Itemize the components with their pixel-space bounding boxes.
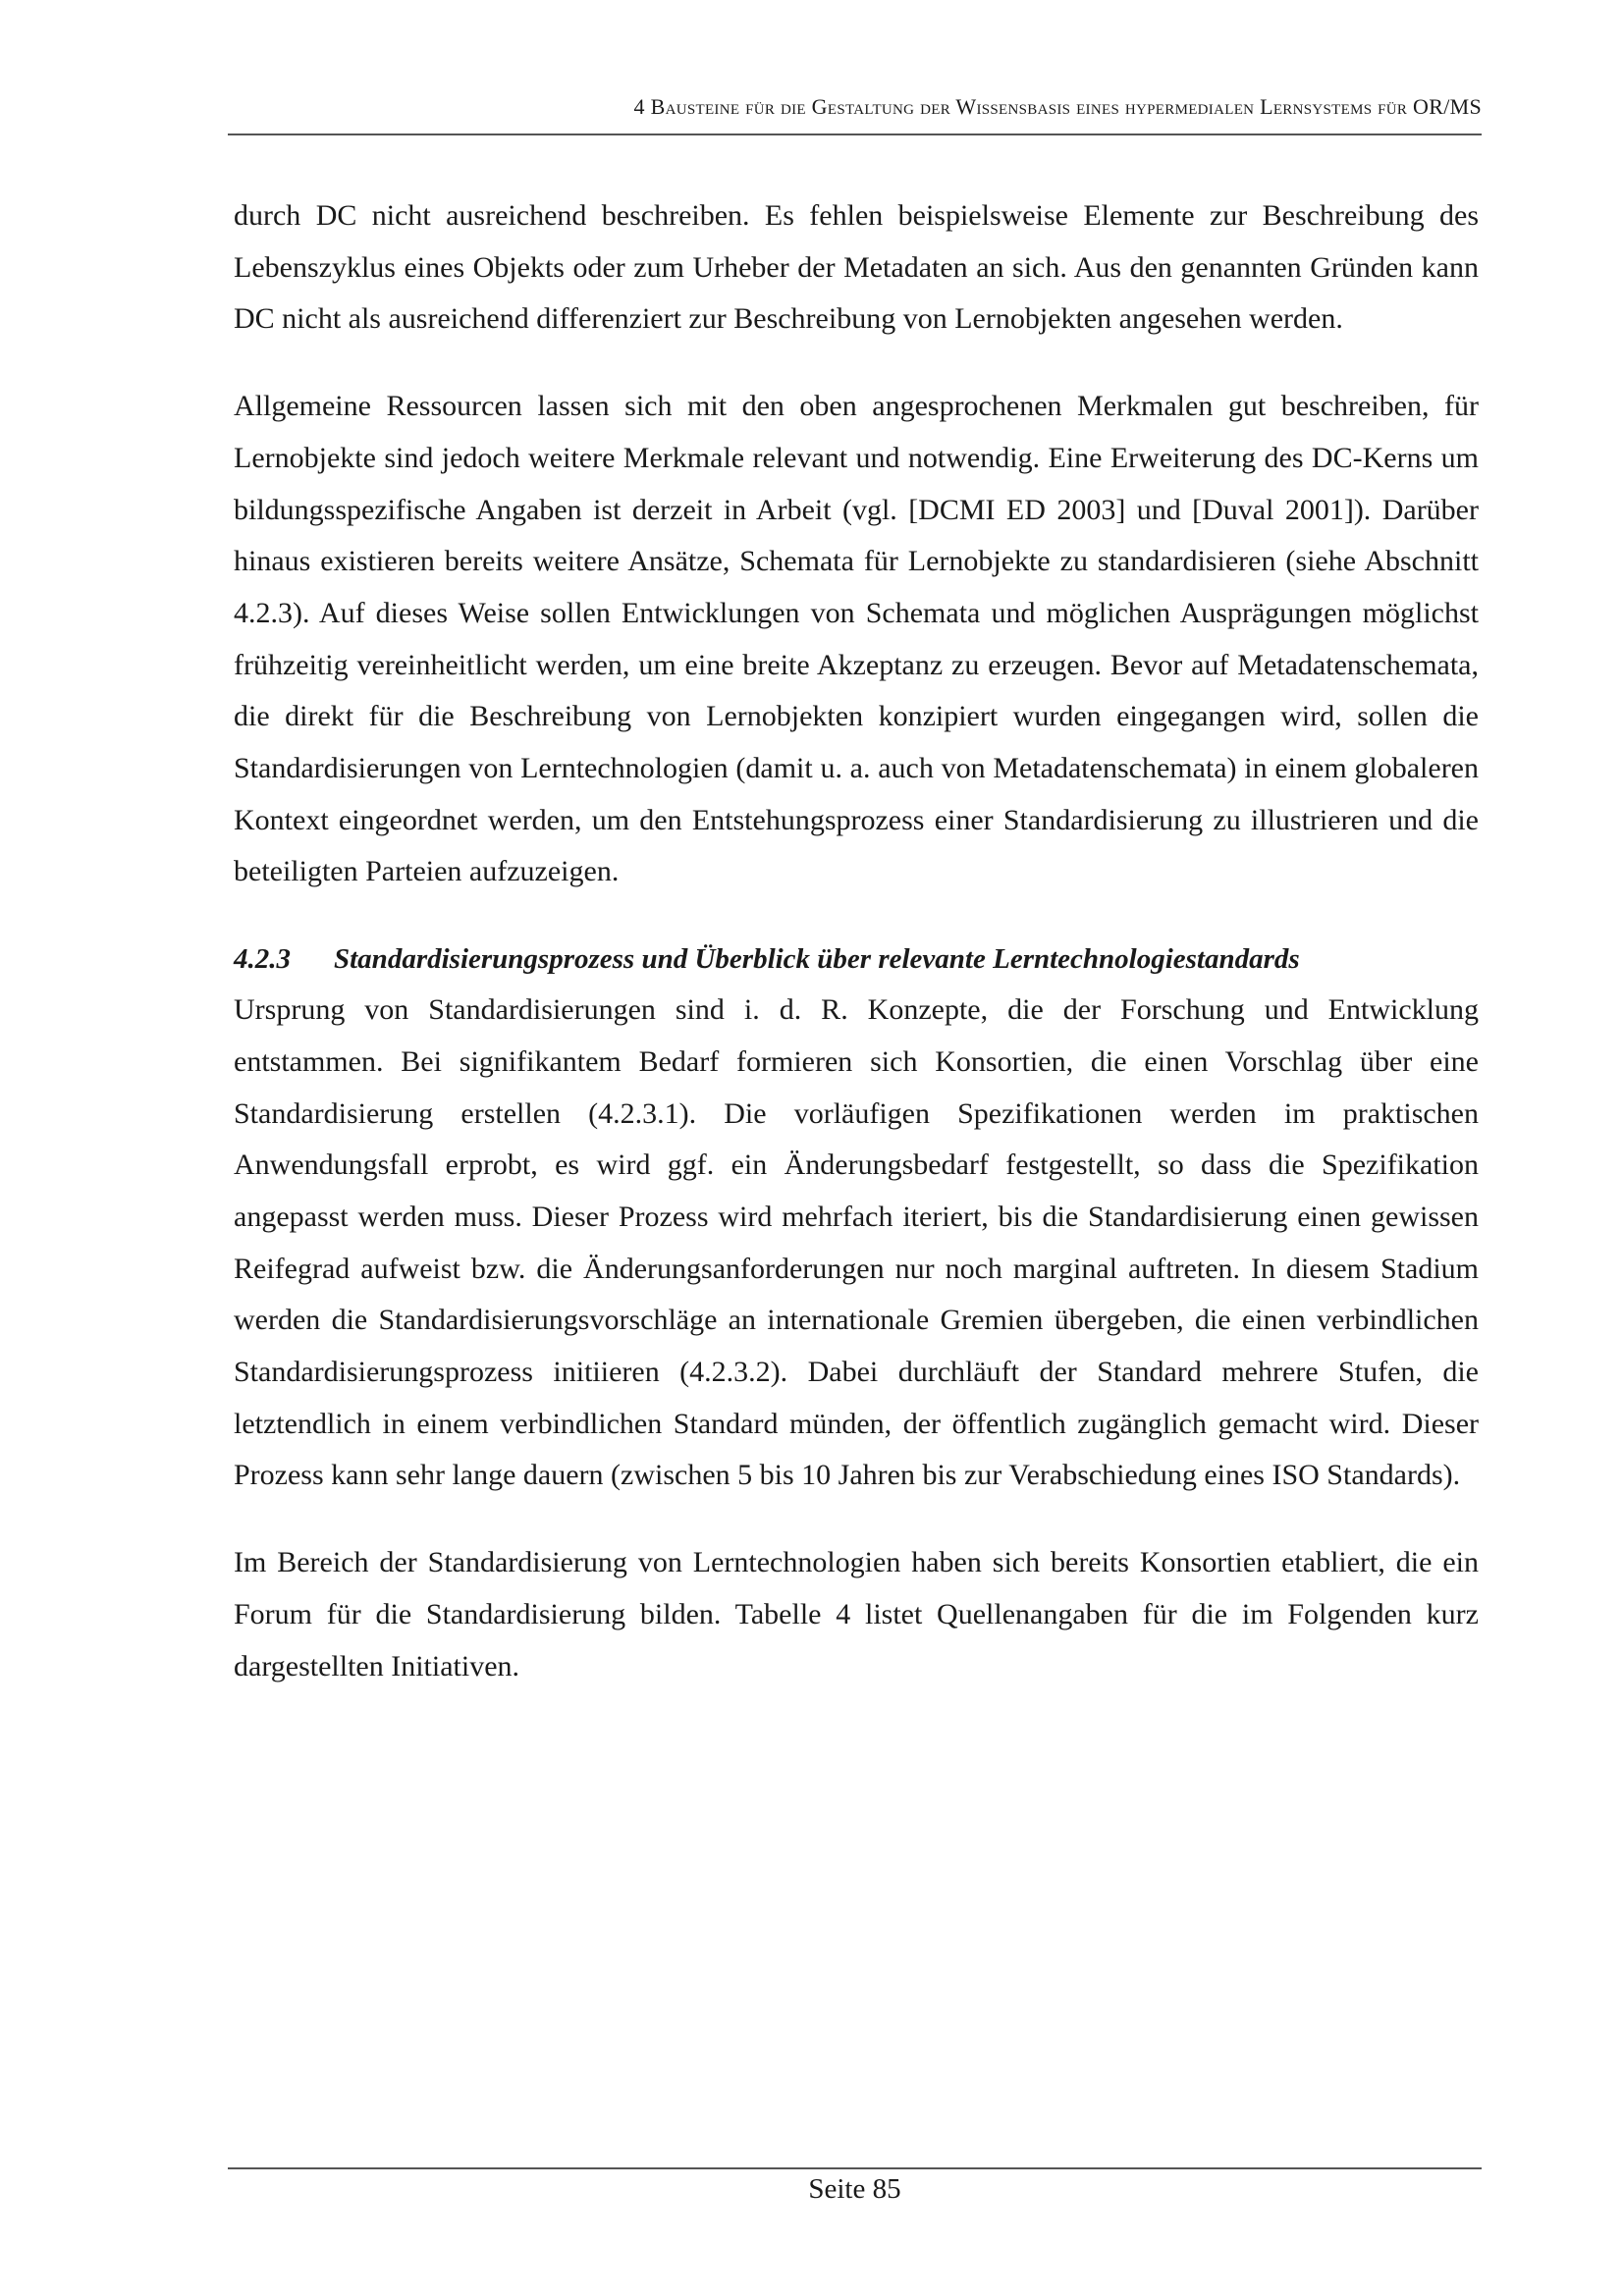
paragraph-spacer <box>234 346 1479 381</box>
paragraph-spacer <box>234 898 1479 934</box>
paragraph-spacer <box>234 1502 1479 1537</box>
running-header: 4 Bausteine für die Gestaltung der Wissensbasis eines hypermedialen Lernsystems für OR/MS <box>633 94 1482 119</box>
paragraph-4: Im Bereich der Standardisierung von Lerntechnologien haben sich bereits Konsortien etabliert, die ein Forum für die Standardisierung bilden. Tabelle 4 listet Quellenangaben für die im Folgenden kurz dargestellten Initiativen. <box>234 1546 1479 1682</box>
section-heading <box>234 934 1479 985</box>
paragraph-3: Ursprung von Standardisierungen sind i. d. R. Konzepte, die der Forschung und Entwicklung entstammen. Bei signifikantem Bedarf formieren sich Konsortien, die einen Vorschlag über eine Standardisierung erstellen (4.2.3.1). Die vorläufigen Spezifikationen werden im praktischen Anwendungsfall erprobt, es wird ggf. ein Änderungsbedarf festgestellt, so dass die Spezifikation angepasst werden muss. Dieser Prozess wird mehrfach iteriert, bis die Standardisierung einen gewissen Reifegrad aufweist bzw. die Änderungsanforderungen nur noch marginal auftreten. In diesem Stadium werden die Standardisierungsvorschläge an internationale Gremien übergeben, die einen verbindlichen Standardisierungsprozess initiieren (4.2.3.2). Dabei durchläuft der Standard mehrere Stufen, die letztendlich in einem verbindlichen Standard münden, der öffentlich zugänglich gemacht wird. Dieser Prozess kann sehr lange dauern (zwischen 5 bis 10 Jahren bis zur Verabschiedung eines ISO Standards). <box>234 993 1479 1492</box>
footer-divider <box>228 2167 1482 2169</box>
paragraph-1: durch DC nicht ausreichend beschreiben. Es fehlen beispielsweise Elemente zur Beschreibung des Lebenszyklus eines Objekts oder zum Urheber der Metadaten an sich. Aus den genannten Gründen kann DC nicht als ausreichend differenziert zur Beschreibung von Lernobjekten angesehen werden. <box>234 199 1479 336</box>
paragraph-2: Allgemeine Ressourcen lassen sich mit den oben angesprochenen Merkmalen gut beschreiben, für Lernobjekte sind jedoch weitere Merkmale relevant und notwendig. Eine Erweiterung des DC-Kerns um bildungsspezifische Angaben ist derzeit in Arbeit (vgl. [DCMI ED 2003] und [Duval 2001]). Darüber hinaus existieren bereits weitere Ansätze, Schemata für Lernobjekte zu standardisieren (siehe Abschnitt 4.2.3). Auf dieses Weise sollen Entwicklungen von Schemata und möglichen Ausprägungen möglichst frühzeitig vereinheitlicht werden, um eine breite Akzeptanz zu erzeugen. Bevor auf Metadatenschemata, die direkt für die Beschreibung von Lernobjekten konzipiert wurden eingegangen wird, sollen die Standardisierungen von Lerntechnologien (damit u. a. auch von Metadatenschemata) in einem globaleren Kontext eingeordnet werden, um den Entstehungsprozess einer Standardisierung zu illustrieren und die beteiligten Parteien aufzuzeigen. <box>234 390 1479 888</box>
section-title: Standardisierungsprozess und Überblick über relevante Lerntechnologiestandards <box>334 943 1300 976</box>
page-number: Seite 85 <box>808 2173 901 2205</box>
page-body <box>234 190 1479 1692</box>
section-number: 4.2.3 <box>234 943 291 976</box>
header-divider <box>228 133 1482 135</box>
